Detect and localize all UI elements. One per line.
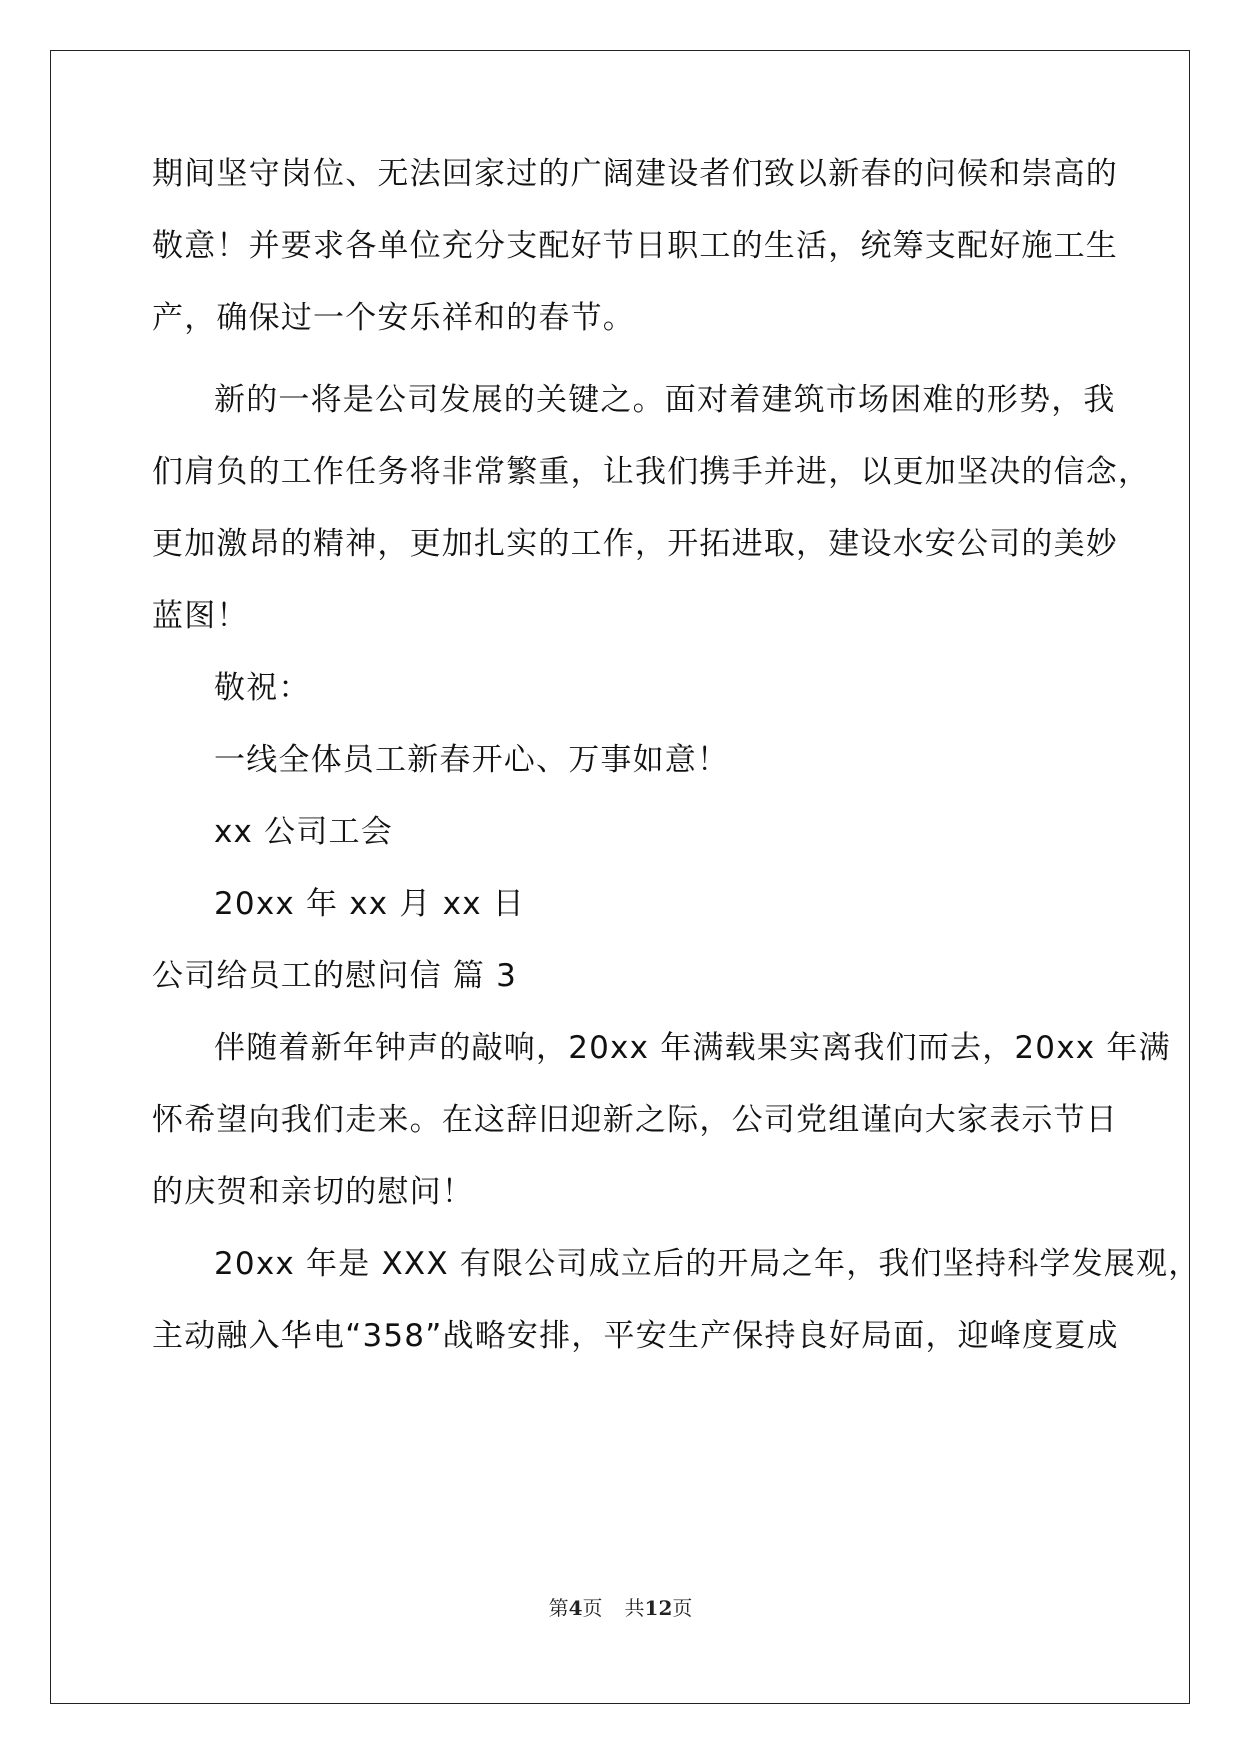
blessing: 一线全体员工新春开心、万事如意！ <box>214 742 730 778</box>
page-number: 4 <box>568 1596 583 1620</box>
total-pages: 12 <box>644 1596 673 1620</box>
text-line-7: 蓝图！ <box>152 598 249 634</box>
section-heading: 公司给员工的慰问信 篇 3 <box>152 958 518 994</box>
total-suffix: 页 <box>672 1596 693 1620</box>
text-line-12: 伴随着新年钟声的敲响，20xx 年满载果实离我们而去，20xx 年满 <box>214 1030 1171 1066</box>
text-line-1: 期间坚守岗位、无法回家过的广阔建设者们致以新春的问候和崇高的 <box>152 156 1118 192</box>
date: 20xx 年 xx 月 xx 日 <box>214 886 525 922</box>
text-line-13: 怀希望向我们走来。在这辞旧迎新之际，公司党组谨向大家表示节日 <box>152 1102 1118 1138</box>
text-line-2: 敬意！并要求各单位充分支配好节日职工的生活，统筹支配好施工生 <box>152 228 1118 264</box>
text-line-6: 更加激昂的精神，更加扎实的工作，开拓进取，建设水安公司的美妙 <box>152 526 1118 562</box>
text-line-5: 们肩负的工作任务将非常繁重，让我们携手并进，以更加坚决的信念， <box>152 454 1151 490</box>
page-footer <box>0 1596 1241 1620</box>
salutation: 敬祝： <box>214 670 311 706</box>
page-prefix: 第 <box>548 1596 569 1620</box>
text-line-3: 产，确保过一个安乐祥和的春节。 <box>152 300 635 336</box>
signature: xx 公司工会 <box>214 814 393 850</box>
text-line-4: 新的一将是公司发展的关键之。面对着建筑市场困难的形势，我 <box>214 382 1116 418</box>
text-line-15: 20xx 年是 XXX 有限公司成立后的开局之年，我们坚持科学发展观， <box>214 1246 1201 1282</box>
text-line-14: 的庆贺和亲切的慰问！ <box>152 1174 474 1210</box>
text-line-16: 主动融入华电“358”战略安排，平安生产保持良好局面，迎峰度夏成 <box>152 1318 1119 1354</box>
page-suffix: 页 <box>582 1596 603 1620</box>
total-prefix: 共 <box>624 1596 645 1620</box>
